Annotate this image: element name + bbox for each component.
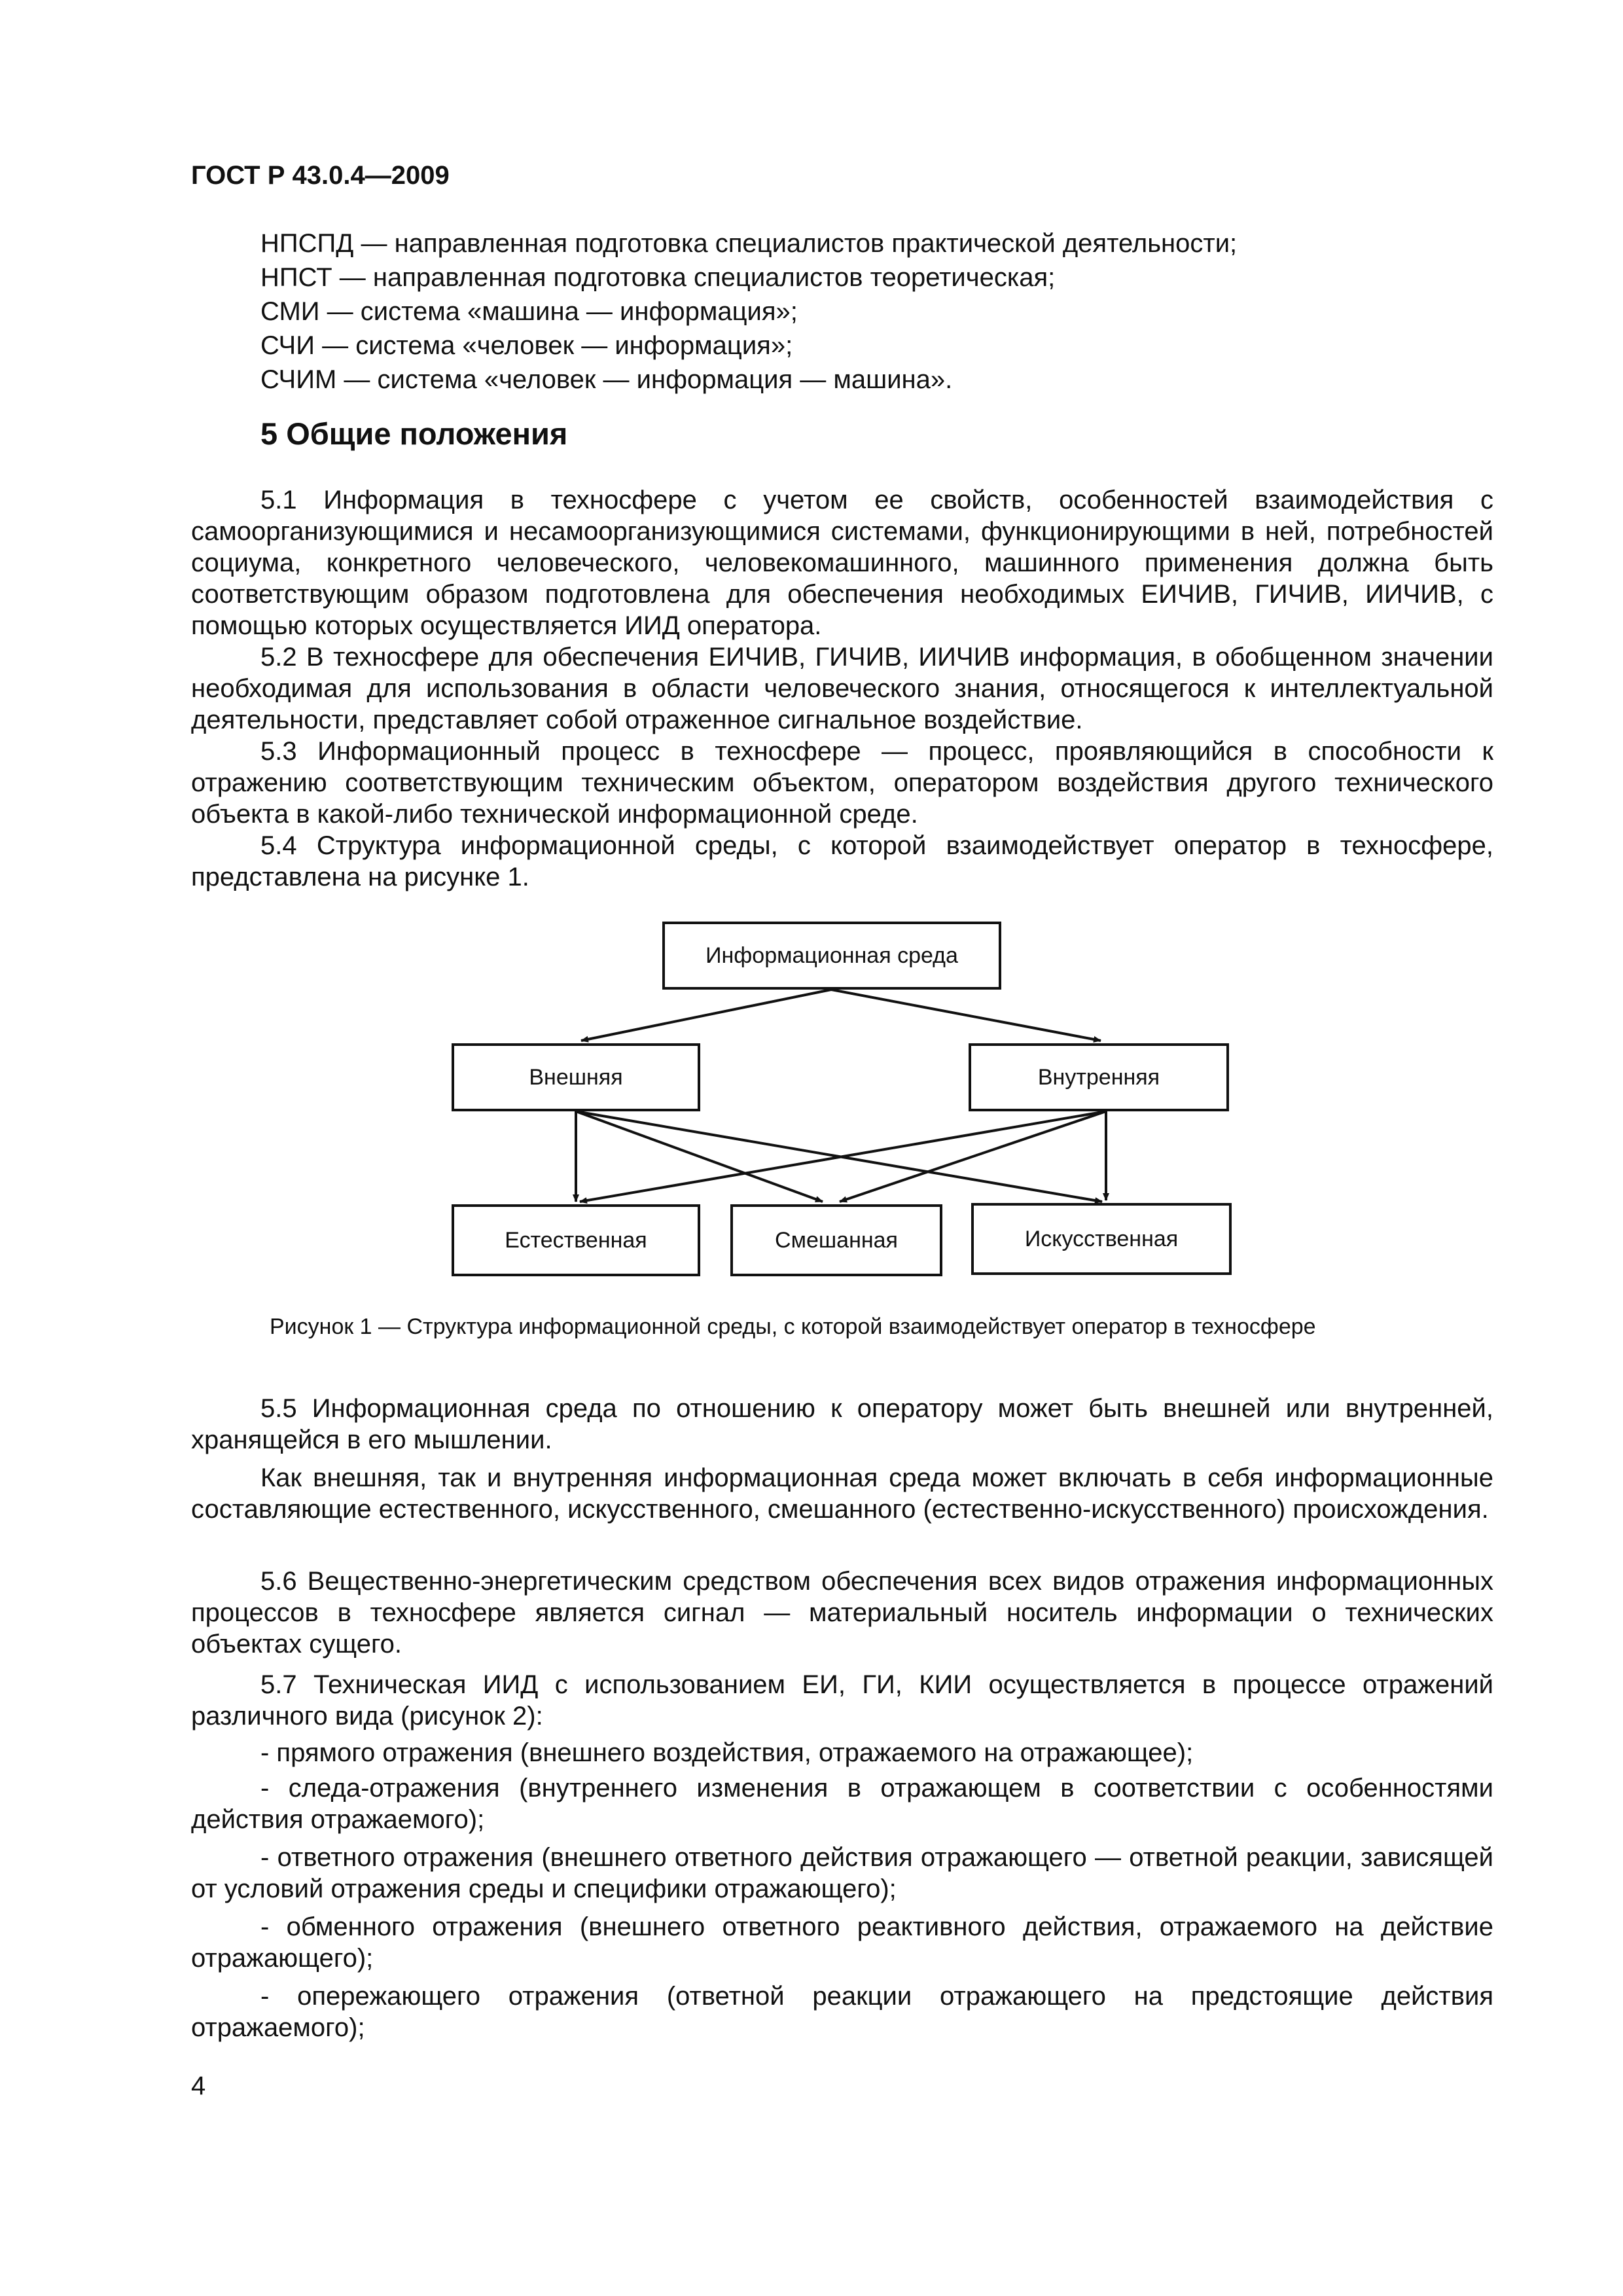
abbreviation-item: СЧИМ — система «человек — информация — машина». — [260, 365, 953, 394]
abbreviation-item: НПСТ — направленная подготовка специалистов теоретическая; — [260, 263, 1056, 292]
figure-1-caption: Рисунок 1 — Структура информационной среды, с которой взаимодействует оператор в техносфере — [270, 1314, 1316, 1339]
paragraph-5-7: 5.7 Техническая ИИД с использованием ЕИ, ГИ, КИИ осуществляется в процессе отражений различного вида (рисунок 2): — [191, 1670, 1493, 1731]
paragraph-5-6: 5.6 Вещественно-энергетическим средством обеспечения всех видов отражения информационных процессов в техносфере является сигнал — материальный носитель информации о технических объектах сущего. — [191, 1567, 1493, 1659]
box-artificial: Искусственная — [971, 1203, 1232, 1275]
box-internal: Внутренняя — [969, 1043, 1229, 1111]
box-mixed: Смешанная — [730, 1204, 942, 1276]
paragraph-5-5: 5.5 Информационная среда по отношению к оператору может быть внешней или внутренней, хранящейся в его мышлении. — [191, 1394, 1493, 1454]
section-title: 5 Общие положения — [260, 416, 568, 451]
list-item: - прямого отражения (внешнего воздействия, отражаемого на отражающее); — [260, 1738, 1194, 1767]
arrow-root-to-internal — [831, 990, 1101, 1041]
abbreviation-list — [260, 226, 1504, 397]
list-item: - следа-отражения (внутреннего изменения в отражающем в соответствии с особенностями действия отражаемого); — [191, 1774, 1493, 1834]
paragraph-5-1: 5.1 Информация в техносфере с учетом ее свойств, особенностей взаимодействия с самоорганизующимися и несамоорганизующимися системами, функционирующими в ней, потребностей социума, конкретного человеческого, человекомашинного, машинного применения должна быть соответствующим образом подготовлена для обеспечения необходимых ЕИЧИВ, ГИЧИВ, ИИЧИВ, с помощью которых осуществляется ИИД оператора. — [191, 486, 1493, 640]
figure-1-diagram — [432, 916, 1257, 1283]
abbreviation-item: СЧИ — система «человек — информация»; — [260, 331, 793, 360]
box-natural: Естественная — [452, 1204, 700, 1276]
paragraph-5-5-continued: Как внешняя, так и внутренняя информационная среда может включать в себя информационные составляющие естественного, искусственного, смешанного (естественно-искусственного) происхождения. — [191, 1463, 1493, 1524]
box-information-environment: Информационная среда — [662, 922, 1001, 990]
box-external: Внешняя — [452, 1043, 700, 1111]
arrow-root-to-external — [581, 990, 831, 1041]
list-item: - обменного отражения (внешнего ответного реактивного действия, отражаемого на действие отражающего); — [191, 1912, 1493, 1973]
arrow-internal-to-mixed — [840, 1111, 1106, 1202]
paragraph-5-2: 5.2 В техносфере для обеспечения ЕИЧИВ, ГИЧИВ, ИИЧИВ информация, в обобщенном значении необходимая для использования в области человеческого знания, относящегося к интеллектуальной деятельности, представляет собой отраженное сигнальное воздействие. — [191, 643, 1493, 734]
list-item: - опережающего отражения (ответной реакции отражающего на предстоящие действия отражаемого); — [191, 1982, 1493, 2042]
arrow-external-to-mixed — [576, 1111, 823, 1202]
standard-header: ГОСТ Р 43.0.4—2009 — [191, 161, 450, 190]
paragraph-5-3: 5.3 Информационный процесс в техносфере — процесс, проявляющийся в способности к отражению соответствующим техническим объектом, оператором воздействия другого технического объекта в какой-либо технической информационной среде. — [191, 737, 1493, 829]
page-number: 4 — [191, 2072, 206, 2100]
paragraph-5-4: 5.4 Структура информационной среды, с которой взаимодействует оператор в техносфере, представлена на рисунке 1. — [191, 831, 1493, 891]
list-item: - ответного отражения (внешнего ответного действия отражающего — ответной реакции, зависящей от условий отражения среды и специфики отражающего); — [191, 1843, 1493, 1903]
abbreviation-item: НПСПД — направленная подготовка специалистов практической деятельности; — [260, 229, 1238, 258]
abbreviation-item: СМИ — система «машина — информация»; — [260, 297, 798, 326]
